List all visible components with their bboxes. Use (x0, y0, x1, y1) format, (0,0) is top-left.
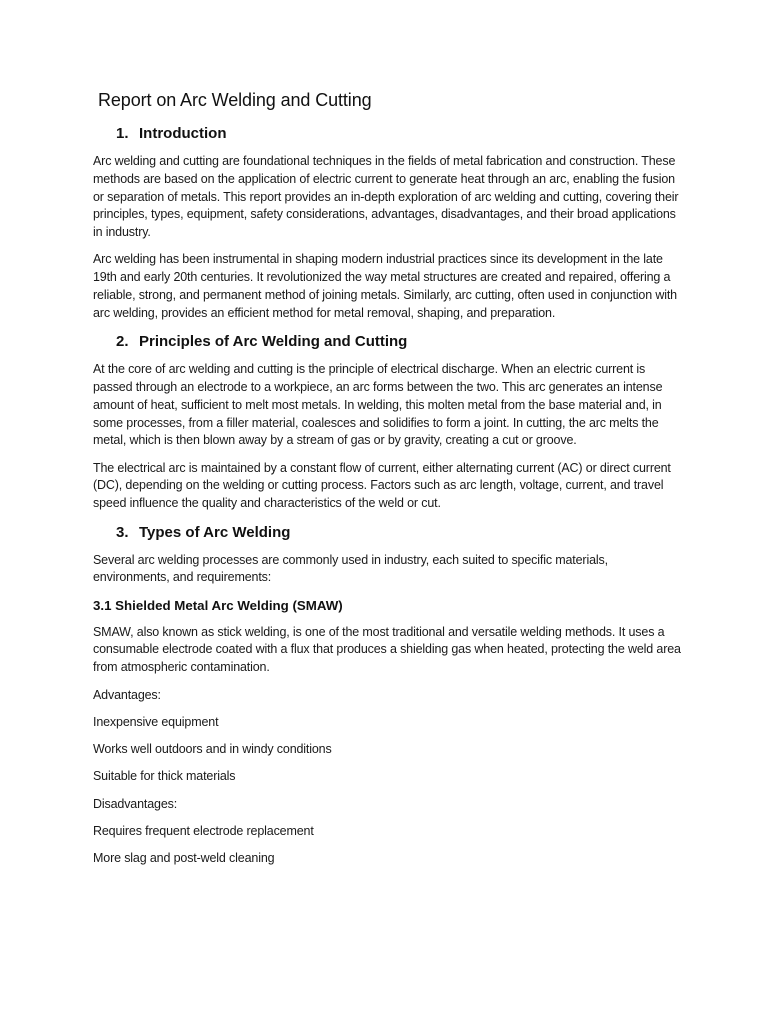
paragraph: At the core of arc welding and cutting is the principle of electrical discharge. When an electric current is passed through an electrode to a workpiece, an arc forms between the two. This arc generates an intense amount of heat, sufficient to melt most metals. In welding, this molten metal from the base material and, in some processes, from a filler material, coalesces and solidifies to form a joint. In cutting, the arc melts the metal, which is then blown away by a stream of gas or by gravity, creating a cut or groove. (93, 362, 663, 448)
section-title: Introduction (139, 125, 227, 142)
list-item: Requires frequent electrode replacement (93, 824, 314, 839)
paragraph: The electrical arc is maintained by a constant flow of current, either alternating current (AC) or direct current (DC), depending on the welding or cutting process. Factors such as arc length, voltage, current, and travel speed influence the quality and characteristics of the weld or cut. (93, 460, 671, 511)
section-number: 3. (116, 523, 129, 541)
document-page (93, 88, 683, 878)
section-number: 2. (116, 333, 129, 351)
document-title: Report on Arc Welding and Cutting (98, 90, 372, 110)
paragraph: Several arc welding processes are commonly used in industry, each suited to specific materials, environments, and requirements: (93, 552, 608, 585)
paragraph: SMAW, also known as stick welding, is one of the most traditional and versatile welding methods. It uses a consumable electrode coated with a flux that produces a shielding gas when heated, protecting the weld area from atmospheric contamination. (93, 624, 681, 675)
subsection-heading-smaw: 3.1 Shielded Metal Arc Welding (SMAW) (93, 597, 343, 613)
section-title: Types of Arc Welding (139, 523, 291, 541)
disadvantages-label: Disadvantages: (93, 796, 178, 811)
paragraph: Arc welding and cutting are foundational techniques in the fields of metal fabrication and construction. These methods are based on the application of electric current to generate heat through an arc, enabling the fusion or separation of metals. This report provides an in-depth exploration of arc welding and cutting, covering their principles, types, equipment, safety considerations, advantages, disadvantages, and their broad applications in industry. (93, 154, 679, 240)
section-title: Principles of Arc Welding and Cutting (139, 333, 408, 351)
list-item: More slag and post-weld cleaning (93, 851, 275, 866)
paragraph: Arc welding has been instrumental in shaping modern industrial practices since its development in the late 19th and early 20th centuries. It revolutionized the way metal structures are created and repaired, offering a reliable, strong, and permanent method of joining metals. Similarly, arc cutting, often used in conjunction with arc welding, provides an efficient method for metal removal, shaping, and preparation. (93, 252, 677, 320)
list-item: Suitable for thick materials (93, 769, 236, 784)
section-heading-principles (116, 332, 683, 352)
section-heading-introduction (116, 124, 683, 144)
list-item: Inexpensive equipment (93, 714, 219, 729)
list-item: Works well outdoors and in windy conditions (93, 742, 332, 757)
section-heading-types (116, 523, 683, 543)
advantages-label: Advantages: (93, 687, 161, 702)
section-number: 1. (116, 125, 129, 142)
